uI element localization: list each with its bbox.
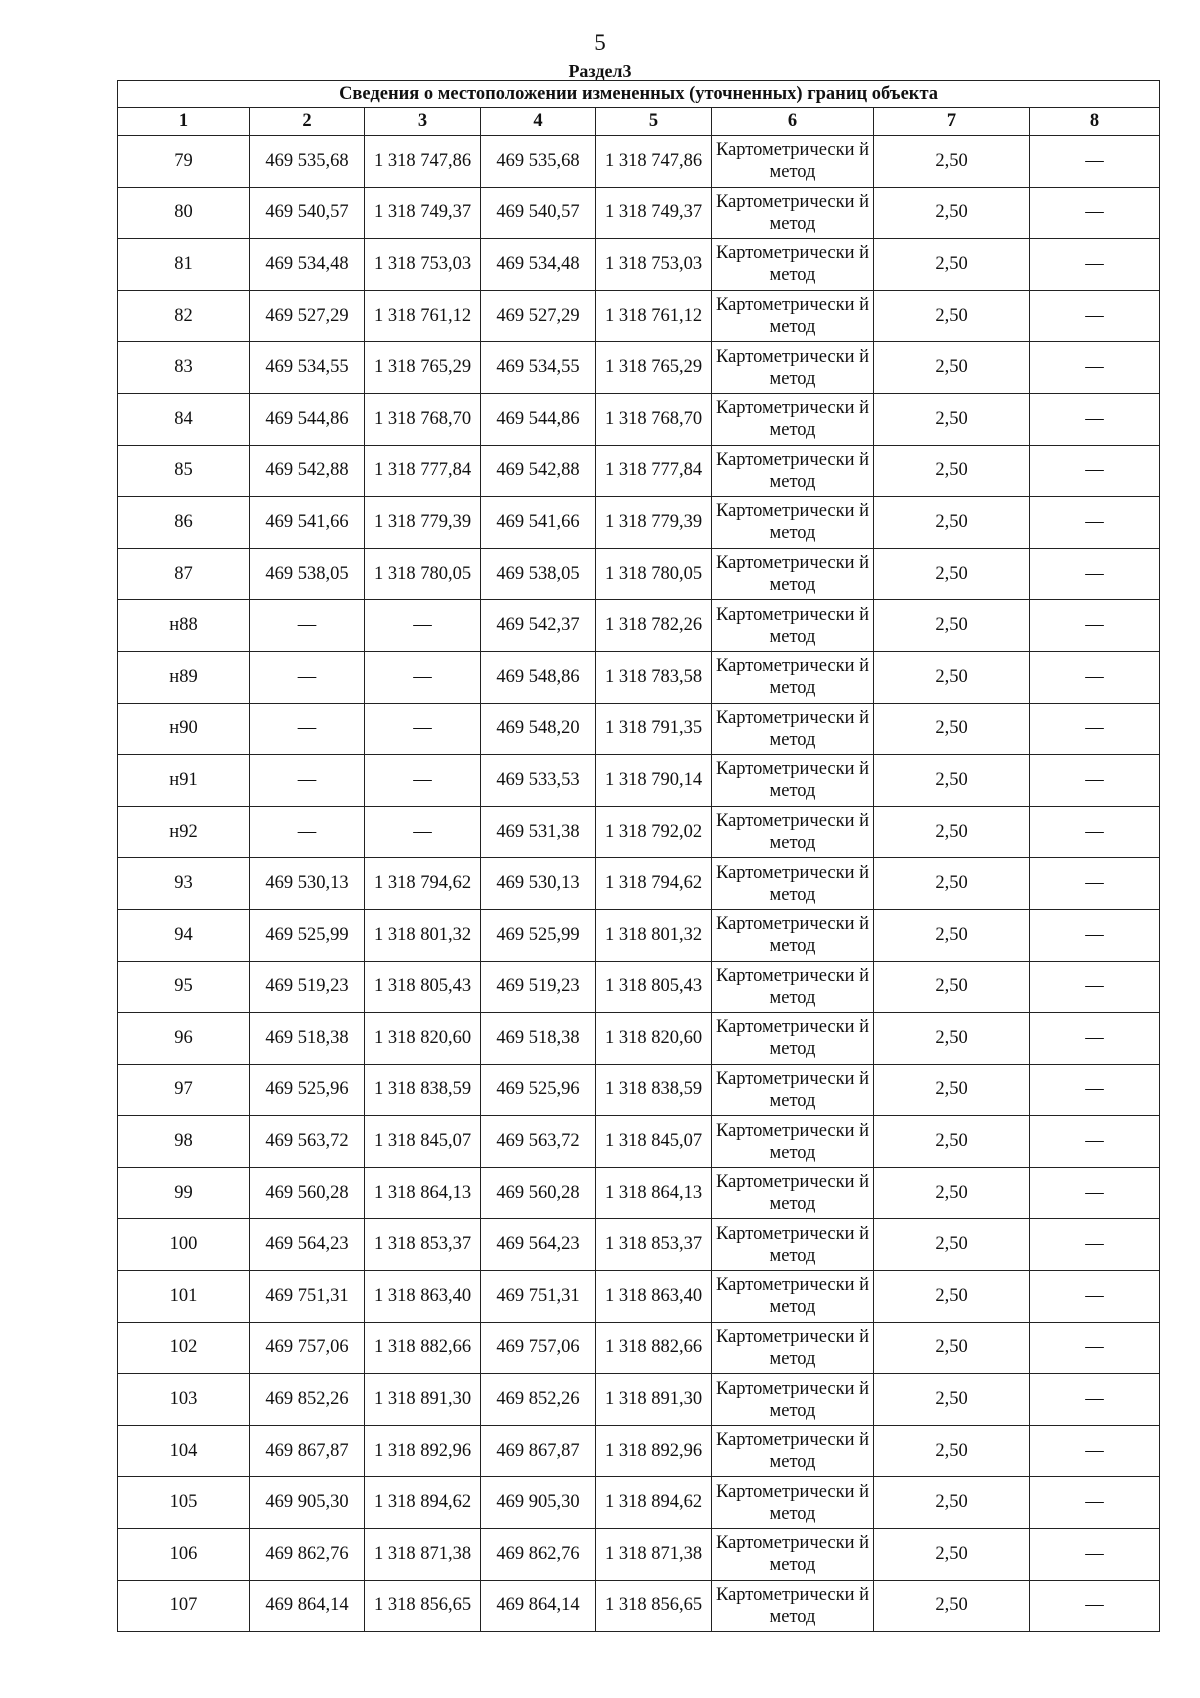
method-cell: Картометрически й метод (712, 1425, 874, 1477)
y-new-cell: 1 318 749,37 (596, 187, 712, 239)
description-cell: — (1030, 445, 1160, 497)
y-old-cell: — (365, 651, 481, 703)
y-new-cell: 1 318 782,26 (596, 600, 712, 652)
y-old-cell: 1 318 749,37 (365, 187, 481, 239)
table-row (118, 290, 1160, 342)
description-cell: — (1030, 961, 1160, 1013)
y-old-cell: 1 318 761,12 (365, 290, 481, 342)
y-new-cell: 1 318 768,70 (596, 393, 712, 445)
point-cell: н89 (118, 651, 250, 703)
description-cell: — (1030, 393, 1160, 445)
table-row (118, 858, 1160, 910)
x-old-cell: — (250, 600, 365, 652)
accuracy-cell: 2,50 (874, 755, 1030, 807)
table-row (118, 497, 1160, 549)
column-number: 4 (481, 108, 596, 136)
description-cell: — (1030, 1013, 1160, 1065)
column-number: 5 (596, 108, 712, 136)
description-cell: — (1030, 651, 1160, 703)
table-row (118, 342, 1160, 394)
point-cell: 96 (118, 1013, 250, 1065)
y-old-cell: 1 318 871,38 (365, 1529, 481, 1581)
y-old-cell: 1 318 894,62 (365, 1477, 481, 1529)
x-new-cell: 469 563,72 (481, 1116, 596, 1168)
method-cell: Картометрически й метод (712, 600, 874, 652)
description-cell: — (1030, 1322, 1160, 1374)
method-cell: Картометрически й метод (712, 858, 874, 910)
method-cell: Картометрически й метод (712, 187, 874, 239)
accuracy-cell: 2,50 (874, 909, 1030, 961)
x-new-cell: 469 534,55 (481, 342, 596, 394)
y-new-cell: 1 318 779,39 (596, 497, 712, 549)
accuracy-cell: 2,50 (874, 1425, 1030, 1477)
description-cell: — (1030, 136, 1160, 188)
x-old-cell: 469 757,06 (250, 1322, 365, 1374)
x-new-cell: 469 542,88 (481, 445, 596, 497)
description-cell: — (1030, 1425, 1160, 1477)
accuracy-cell: 2,50 (874, 136, 1030, 188)
point-cell: 85 (118, 445, 250, 497)
x-old-cell: 469 862,76 (250, 1529, 365, 1581)
x-old-cell: 469 525,99 (250, 909, 365, 961)
point-cell: 99 (118, 1167, 250, 1219)
table-row (118, 703, 1160, 755)
point-cell: 100 (118, 1219, 250, 1271)
description-cell: — (1030, 806, 1160, 858)
y-old-cell: 1 318 820,60 (365, 1013, 481, 1065)
y-new-cell: 1 318 892,96 (596, 1425, 712, 1477)
x-new-cell: 469 527,29 (481, 290, 596, 342)
x-old-cell: — (250, 755, 365, 807)
description-cell: — (1030, 703, 1160, 755)
x-old-cell: 469 560,28 (250, 1167, 365, 1219)
method-cell: Картометрически й метод (712, 651, 874, 703)
x-old-cell: 469 527,29 (250, 290, 365, 342)
table-row (118, 600, 1160, 652)
accuracy-cell: 2,50 (874, 806, 1030, 858)
point-cell: 102 (118, 1322, 250, 1374)
x-old-cell: 469 544,86 (250, 393, 365, 445)
point-cell: 105 (118, 1477, 250, 1529)
point-cell: 94 (118, 909, 250, 961)
x-old-cell: 469 864,14 (250, 1580, 365, 1632)
x-old-cell: 469 525,96 (250, 1064, 365, 1116)
accuracy-cell: 2,50 (874, 1477, 1030, 1529)
table-row (118, 1322, 1160, 1374)
x-old-cell: 469 541,66 (250, 497, 365, 549)
method-cell: Картометрически й метод (712, 1271, 874, 1323)
description-cell: — (1030, 1477, 1160, 1529)
accuracy-cell: 2,50 (874, 1580, 1030, 1632)
accuracy-cell: 2,50 (874, 445, 1030, 497)
x-new-cell: 469 867,87 (481, 1425, 596, 1477)
table-row (118, 136, 1160, 188)
point-cell: н92 (118, 806, 250, 858)
method-cell: Картометрически й метод (712, 909, 874, 961)
description-cell: — (1030, 1116, 1160, 1168)
accuracy-cell: 2,50 (874, 1013, 1030, 1065)
method-cell: Картометрически й метод (712, 497, 874, 549)
y-old-cell: 1 318 856,65 (365, 1580, 481, 1632)
description-cell: — (1030, 1271, 1160, 1323)
point-cell: 103 (118, 1374, 250, 1426)
y-old-cell: 1 318 765,29 (365, 342, 481, 394)
column-number-row (118, 108, 1160, 136)
table-row (118, 187, 1160, 239)
table-row (118, 909, 1160, 961)
table-row (118, 806, 1160, 858)
point-cell: 106 (118, 1529, 250, 1581)
y-new-cell: 1 318 747,86 (596, 136, 712, 188)
y-new-cell: 1 318 794,62 (596, 858, 712, 910)
x-new-cell: 469 852,26 (481, 1374, 596, 1426)
x-new-cell: 469 518,38 (481, 1013, 596, 1065)
y-old-cell: — (365, 703, 481, 755)
x-new-cell: 469 538,05 (481, 548, 596, 600)
y-old-cell: 1 318 882,66 (365, 1322, 481, 1374)
description-cell: — (1030, 342, 1160, 394)
accuracy-cell: 2,50 (874, 651, 1030, 703)
x-new-cell: 469 864,14 (481, 1580, 596, 1632)
x-new-cell: 469 862,76 (481, 1529, 596, 1581)
y-new-cell: 1 318 791,35 (596, 703, 712, 755)
table-row (118, 1167, 1160, 1219)
description-cell: — (1030, 1064, 1160, 1116)
table-row (118, 1064, 1160, 1116)
description-cell: — (1030, 1529, 1160, 1581)
x-old-cell: 469 542,88 (250, 445, 365, 497)
x-new-cell: 469 544,86 (481, 393, 596, 445)
column-number: 8 (1030, 108, 1160, 136)
x-old-cell: — (250, 806, 365, 858)
y-old-cell: 1 318 864,13 (365, 1167, 481, 1219)
y-old-cell: 1 318 794,62 (365, 858, 481, 910)
accuracy-cell: 2,50 (874, 290, 1030, 342)
method-cell: Картометрически й метод (712, 342, 874, 394)
point-cell: 101 (118, 1271, 250, 1323)
table-row (118, 961, 1160, 1013)
y-new-cell: 1 318 891,30 (596, 1374, 712, 1426)
method-cell: Картометрически й метод (712, 755, 874, 807)
description-cell: — (1030, 1219, 1160, 1271)
accuracy-cell: 2,50 (874, 548, 1030, 600)
point-cell: 87 (118, 548, 250, 600)
description-cell: — (1030, 548, 1160, 600)
x-old-cell: 469 563,72 (250, 1116, 365, 1168)
point-cell: 98 (118, 1116, 250, 1168)
y-new-cell: 1 318 845,07 (596, 1116, 712, 1168)
y-new-cell: 1 318 838,59 (596, 1064, 712, 1116)
x-new-cell: 469 905,30 (481, 1477, 596, 1529)
table-row (118, 651, 1160, 703)
point-cell: 107 (118, 1580, 250, 1632)
y-old-cell: 1 318 777,84 (365, 445, 481, 497)
x-new-cell: 469 533,53 (481, 755, 596, 807)
table-row (118, 1580, 1160, 1632)
method-cell: Картометрически й метод (712, 1529, 874, 1581)
section-title: Раздел3 (568, 61, 632, 81)
coordinates-table (117, 80, 1160, 1632)
x-old-cell: 469 540,57 (250, 187, 365, 239)
x-old-cell: 469 867,87 (250, 1425, 365, 1477)
x-old-cell: 469 538,05 (250, 548, 365, 600)
y-old-cell: — (365, 600, 481, 652)
point-cell: 81 (118, 239, 250, 291)
column-number: 2 (250, 108, 365, 136)
x-new-cell: 469 530,13 (481, 858, 596, 910)
method-cell: Картометрически й метод (712, 393, 874, 445)
accuracy-cell: 2,50 (874, 1219, 1030, 1271)
x-new-cell: 469 525,99 (481, 909, 596, 961)
table-row (118, 1529, 1160, 1581)
point-cell: 95 (118, 961, 250, 1013)
method-cell: Картометрически й метод (712, 1116, 874, 1168)
table-row (118, 393, 1160, 445)
table-row (118, 1425, 1160, 1477)
table-row (118, 239, 1160, 291)
method-cell: Картометрически й метод (712, 290, 874, 342)
point-cell: 84 (118, 393, 250, 445)
y-old-cell: 1 318 845,07 (365, 1116, 481, 1168)
accuracy-cell: 2,50 (874, 1064, 1030, 1116)
y-old-cell: 1 318 768,70 (365, 393, 481, 445)
table-row (118, 1219, 1160, 1271)
x-new-cell: 469 519,23 (481, 961, 596, 1013)
description-cell: — (1030, 909, 1160, 961)
x-new-cell: 469 564,23 (481, 1219, 596, 1271)
y-new-cell: 1 318 792,02 (596, 806, 712, 858)
accuracy-cell: 2,50 (874, 1167, 1030, 1219)
y-new-cell: 1 318 871,38 (596, 1529, 712, 1581)
method-cell: Картометрически й метод (712, 1477, 874, 1529)
method-cell: Картометрически й метод (712, 136, 874, 188)
x-new-cell: 469 534,48 (481, 239, 596, 291)
y-new-cell: 1 318 777,84 (596, 445, 712, 497)
x-old-cell: 469 905,30 (250, 1477, 365, 1529)
y-new-cell: 1 318 780,05 (596, 548, 712, 600)
y-new-cell: 1 318 805,43 (596, 961, 712, 1013)
y-new-cell: 1 318 801,32 (596, 909, 712, 961)
y-old-cell: — (365, 806, 481, 858)
point-cell: н91 (118, 755, 250, 807)
description-cell: — (1030, 600, 1160, 652)
table-row (118, 445, 1160, 497)
x-new-cell: 469 535,68 (481, 136, 596, 188)
table-row (118, 548, 1160, 600)
description-cell: — (1030, 858, 1160, 910)
method-cell: Картометрически й метод (712, 1374, 874, 1426)
x-old-cell: 469 535,68 (250, 136, 365, 188)
method-cell: Картометрически й метод (712, 703, 874, 755)
y-old-cell: 1 318 891,30 (365, 1374, 481, 1426)
description-cell: — (1030, 1580, 1160, 1632)
accuracy-cell: 2,50 (874, 1529, 1030, 1581)
x-new-cell: 469 531,38 (481, 806, 596, 858)
y-new-cell: 1 318 753,03 (596, 239, 712, 291)
accuracy-cell: 2,50 (874, 393, 1030, 445)
y-new-cell: 1 318 783,58 (596, 651, 712, 703)
point-cell: 83 (118, 342, 250, 394)
y-old-cell: 1 318 801,32 (365, 909, 481, 961)
x-new-cell: 469 548,20 (481, 703, 596, 755)
x-old-cell: 469 534,55 (250, 342, 365, 394)
method-cell: Картометрически й метод (712, 1219, 874, 1271)
y-old-cell: 1 318 779,39 (365, 497, 481, 549)
column-number: 3 (365, 108, 481, 136)
description-cell: — (1030, 239, 1160, 291)
table-row (118, 1013, 1160, 1065)
x-old-cell: 469 518,38 (250, 1013, 365, 1065)
x-old-cell: 469 534,48 (250, 239, 365, 291)
table-row (118, 755, 1160, 807)
accuracy-cell: 2,50 (874, 961, 1030, 1013)
x-new-cell: 469 560,28 (481, 1167, 596, 1219)
table-row (118, 1271, 1160, 1323)
y-old-cell: 1 318 805,43 (365, 961, 481, 1013)
y-new-cell: 1 318 820,60 (596, 1013, 712, 1065)
x-new-cell: 469 751,31 (481, 1271, 596, 1323)
accuracy-cell: 2,50 (874, 600, 1030, 652)
table-row (118, 1374, 1160, 1426)
x-old-cell: 469 530,13 (250, 858, 365, 910)
table-row (118, 1477, 1160, 1529)
x-old-cell: 469 852,26 (250, 1374, 365, 1426)
method-cell: Картометрически й метод (712, 1580, 874, 1632)
x-new-cell: 469 525,96 (481, 1064, 596, 1116)
accuracy-cell: 2,50 (874, 187, 1030, 239)
x-old-cell: 469 751,31 (250, 1271, 365, 1323)
column-number: 7 (874, 108, 1030, 136)
point-cell: 82 (118, 290, 250, 342)
y-old-cell: 1 318 863,40 (365, 1271, 481, 1323)
description-cell: — (1030, 1167, 1160, 1219)
y-new-cell: 1 318 761,12 (596, 290, 712, 342)
description-cell: — (1030, 497, 1160, 549)
description-cell: — (1030, 187, 1160, 239)
x-new-cell: 469 540,57 (481, 187, 596, 239)
method-cell: Картометрически й метод (712, 1167, 874, 1219)
x-new-cell: 469 541,66 (481, 497, 596, 549)
description-cell: — (1030, 1374, 1160, 1426)
accuracy-cell: 2,50 (874, 1271, 1030, 1323)
y-old-cell: 1 318 753,03 (365, 239, 481, 291)
y-old-cell: 1 318 747,86 (365, 136, 481, 188)
y-old-cell: — (365, 755, 481, 807)
point-cell: 97 (118, 1064, 250, 1116)
accuracy-cell: 2,50 (874, 858, 1030, 910)
method-cell: Картометрически й метод (712, 806, 874, 858)
method-cell: Картометрически й метод (712, 1322, 874, 1374)
page-number: 5 (594, 30, 606, 55)
method-cell: Картометрически й метод (712, 445, 874, 497)
accuracy-cell: 2,50 (874, 703, 1030, 755)
y-new-cell: 1 318 765,29 (596, 342, 712, 394)
x-new-cell: 469 542,37 (481, 600, 596, 652)
x-new-cell: 469 548,86 (481, 651, 596, 703)
point-cell: 93 (118, 858, 250, 910)
x-old-cell: — (250, 651, 365, 703)
x-old-cell: 469 519,23 (250, 961, 365, 1013)
point-cell: н88 (118, 600, 250, 652)
method-cell: Картометрически й метод (712, 1064, 874, 1116)
accuracy-cell: 2,50 (874, 1116, 1030, 1168)
accuracy-cell: 2,50 (874, 497, 1030, 549)
column-number: 6 (712, 108, 874, 136)
point-cell: н90 (118, 703, 250, 755)
y-old-cell: 1 318 780,05 (365, 548, 481, 600)
accuracy-cell: 2,50 (874, 1322, 1030, 1374)
y-new-cell: 1 318 853,37 (596, 1219, 712, 1271)
y-new-cell: 1 318 790,14 (596, 755, 712, 807)
x-new-cell: 469 757,06 (481, 1322, 596, 1374)
y-new-cell: 1 318 894,62 (596, 1477, 712, 1529)
y-new-cell: 1 318 863,40 (596, 1271, 712, 1323)
y-old-cell: 1 318 838,59 (365, 1064, 481, 1116)
y-new-cell: 1 318 864,13 (596, 1167, 712, 1219)
point-cell: 104 (118, 1425, 250, 1477)
accuracy-cell: 2,50 (874, 239, 1030, 291)
y-new-cell: 1 318 856,65 (596, 1580, 712, 1632)
y-old-cell: 1 318 853,37 (365, 1219, 481, 1271)
point-cell: 79 (118, 136, 250, 188)
method-cell: Картометрически й метод (712, 239, 874, 291)
y-old-cell: 1 318 892,96 (365, 1425, 481, 1477)
x-old-cell: 469 564,23 (250, 1219, 365, 1271)
description-cell: — (1030, 755, 1160, 807)
column-number: 1 (118, 108, 250, 136)
point-cell: 80 (118, 187, 250, 239)
x-old-cell: — (250, 703, 365, 755)
point-cell: 86 (118, 497, 250, 549)
y-new-cell: 1 318 882,66 (596, 1322, 712, 1374)
accuracy-cell: 2,50 (874, 342, 1030, 394)
table-row (118, 1116, 1160, 1168)
method-cell: Картометрически й метод (712, 548, 874, 600)
method-cell: Картометрически й метод (712, 1013, 874, 1065)
table-caption: Сведения о местоположении измененных (уточненных) границ объекта (118, 81, 1160, 108)
method-cell: Картометрически й метод (712, 961, 874, 1013)
description-cell: — (1030, 290, 1160, 342)
accuracy-cell: 2,50 (874, 1374, 1030, 1426)
